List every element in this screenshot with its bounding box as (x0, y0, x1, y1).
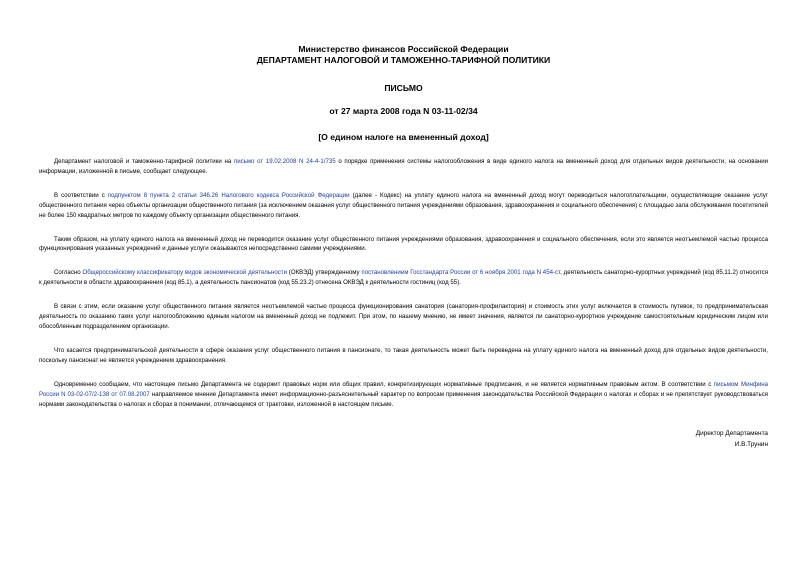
ministry-name: Министерство финансов Российской Федерации (298, 44, 509, 54)
paragraph-5 (39, 302, 768, 332)
paragraph-text: (далее - Кодекс) на уплату единого налога на вмененный доход могут переводиться налогоплательщики, осуществляющие оказание услуг общественного питания через объекты организации общественного питания (за исключением оказания услуг общественного питания учреждениями образования, здравоохранения и социального обеспечения) с площадью зала обслуживания посетителей не более 150 квадратных метров по каждому объекту организации общественного питания. (39, 191, 768, 219)
signature-block (696, 428, 768, 450)
paragraph-text: Департамент налоговой и таможенно-тарифной политики на (54, 158, 234, 165)
paragraph-text: о порядке применения системы налогообложения в виде единого налога на вмененный доход для отдельных видов деятельности, на основании информации, изложенной в письме, сообщает следующее. (39, 158, 769, 175)
letter-body (39, 157, 768, 409)
paragraph-1 (39, 157, 768, 177)
paragraph-text: В соответствии с (54, 191, 108, 199)
paragraph-4 (39, 268, 768, 288)
document-date-number: от 27 марта 2008 года N 03-11-02/34 (329, 106, 478, 116)
paragraph-text: Согласно (54, 269, 83, 277)
paragraph-text: Одновременно сообщаем, что настоящее письмо Департамента не содержит правовых норм или общих правил, конкретизирующих нормативные предписания, и не является нормативным правовым актом. В соответствии с (54, 380, 714, 388)
link-minfin-letter-03-02-07[interactable]: письмом Минфина России N 03-02-07/2-138 от 07.08.2007 (39, 380, 769, 398)
document-type: ПИСЬМО (384, 83, 423, 93)
link-letter-24-4-1-735[interactable]: письмо от 19.02.2008 N 24-4-1/735 (233, 158, 336, 165)
document-subject: [О едином налоге на вмененный доход] (318, 132, 489, 142)
paragraph-text: Таким образом, на уплату единого налога на вмененный доход не переводится оказание услуг общественного питания учреждениями образования, здравоохранения и социального обеспечения, если это является неотъемлемой частью процесса функционирования указанных учреждений и данные услуги оказываются непосредственно самими учреждениями. (39, 235, 768, 253)
paragraph-6 (39, 346, 768, 366)
signatory-name: И.В.Трунин (734, 441, 768, 448)
paragraph-text: (ОКВЭД) утвержденному (286, 269, 362, 277)
link-tax-code-346-26[interactable]: подпунктом 8 пункта 2 статьи 346.26 Налогового кодекса Российской Федерации (107, 191, 350, 199)
department-name: ДЕПАРТАМЕНТ НАЛОГОВОЙ И ТАМОЖЕННО-ТАРИФНОЙ ПОЛИТИКИ (256, 55, 551, 65)
paragraph-text: , деятельность санаторно-курортных учреждений (код 85.11.2) относится к деятельности в области здравоохранения (код 85.1), а деятельность пансионатов (код 55.23.2) отнесена ОКВЭД к деятельности гостиниц (код 55). (39, 269, 769, 287)
paragraph-2 (39, 191, 768, 221)
paragraph-text: Что касается предпринимательской деятельности в сфере оказания услуг общественного питания в пансионате, то такая деятельность может быть переведена на уплату единого налога на вмененный доход для отдельных видов деятельности, поскольку пансионат не является учреждением здравоохранения. (39, 346, 768, 364)
paragraph-text: В связи с этим, если оказание услуг общественного питания является неотъемлемой частью процесса функционирования санатория (санатория-профилактория) и стоимость этих услуг включается в стоимость путевок, то предпринимательская деятельность по оказанию таких услуг налогообложению единым налогом на вмененный доход не подлежит. При этом, по нашему мнению, не имеет значения, является ли санаторно-курортное учреждение самостоятельным юридическим лицом или обособленным подразделением организации. (39, 303, 768, 330)
paragraph-text: направляемое мнение Департамента имеет информационно-разъяснительный характер по вопросам применения законодательства Российской Федерации о налогах и сборах и не препятствует руководствоваться нормами законодательства о налогах и сборах в понимании, отличающемся от трактовки, изложенной в настоящем письме. (39, 390, 768, 408)
signatory-title: Директор Департамента (695, 430, 768, 437)
paragraph-3 (39, 235, 768, 255)
paragraph-7 (39, 380, 768, 410)
link-gosstandart-resolution[interactable]: постановлением Госстандарта России от 6 ноября 2001 года N 454-ст (361, 269, 561, 277)
link-okved-classifier[interactable]: Общероссийскому классификатору видов экономической деятельности (82, 269, 287, 277)
letter-header (39, 44, 768, 143)
